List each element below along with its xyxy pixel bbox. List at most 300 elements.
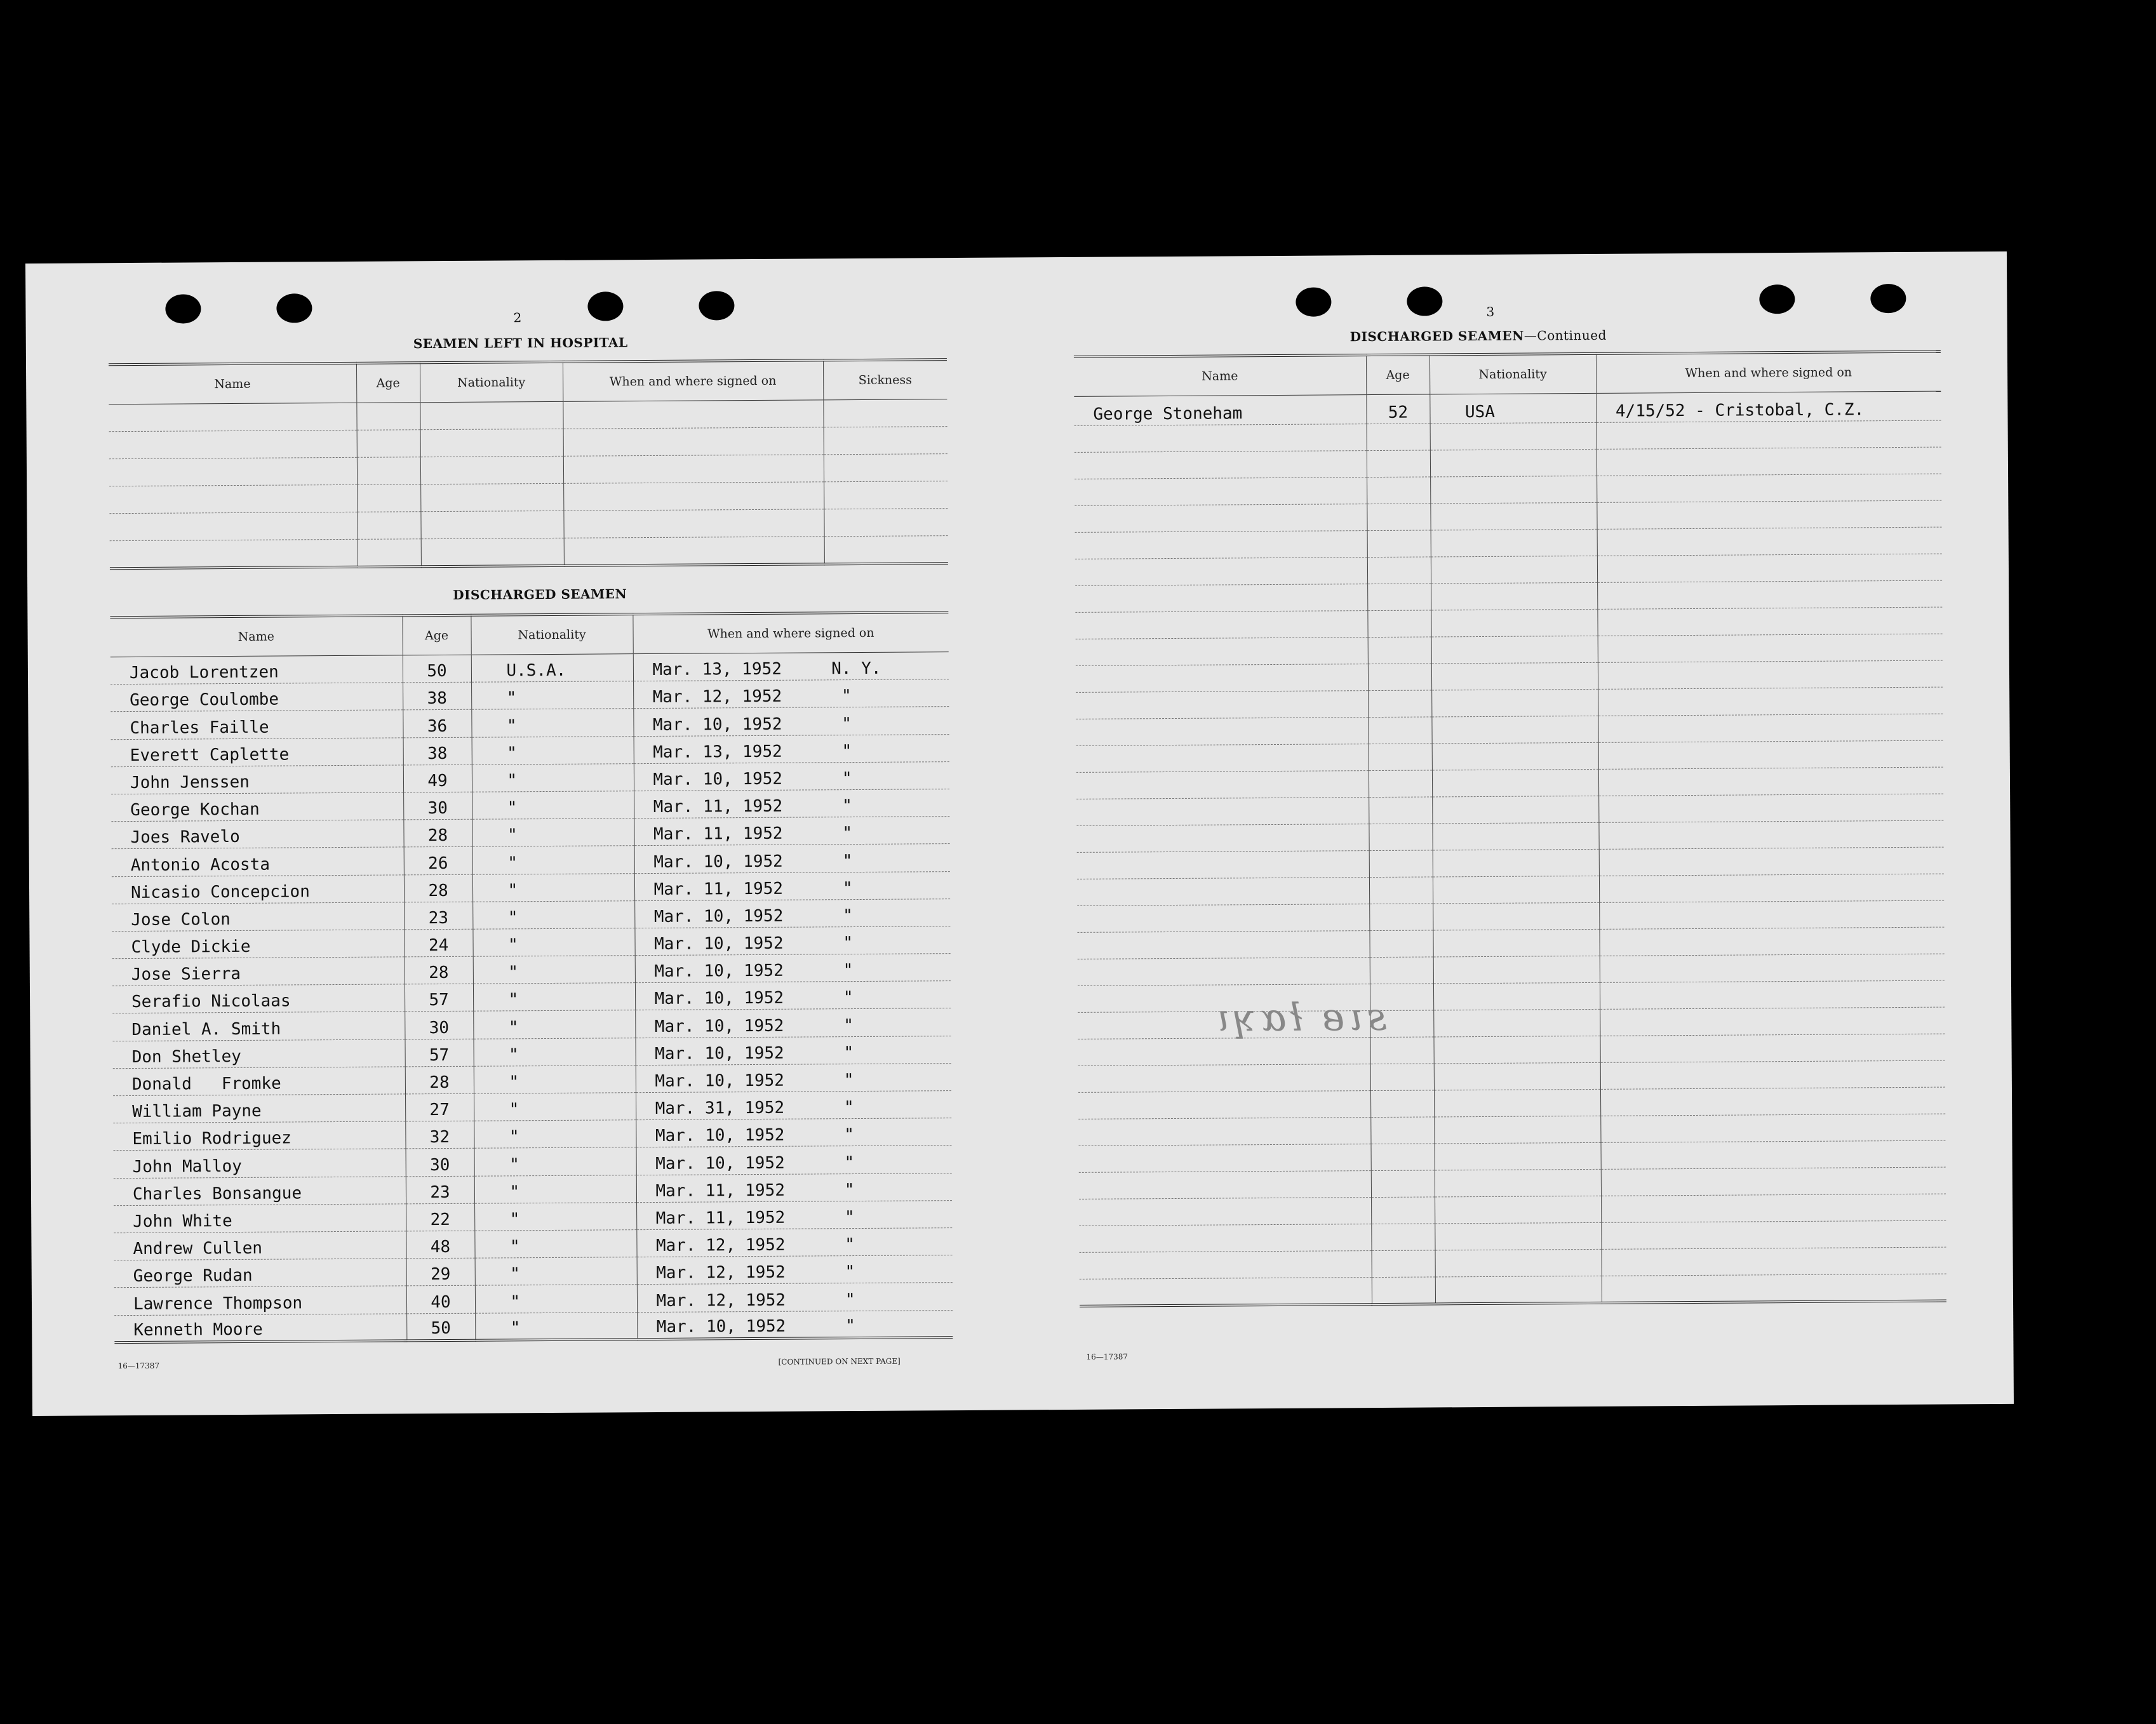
blank-cell [1368,637,1431,664]
blank-cell [1597,447,1941,476]
seaman-name: John White [114,1204,406,1233]
table-row [114,1200,952,1233]
seaman-name: Serafio Nicolaas [112,984,405,1013]
table-row [112,926,950,958]
blank-cell [109,403,356,431]
seaman-name: George Coulombe [110,683,403,712]
blank-cell [109,430,357,458]
blank-cell [1367,557,1431,584]
ledger-sheet [25,251,2014,1416]
seaman-age: 28 [405,956,473,984]
blank-cell [1432,796,1598,824]
blank-cell [1076,771,1369,799]
seaman-age: 40 [406,1286,475,1314]
blank-cell [1600,1087,1945,1116]
blank-cell [1598,660,1943,689]
seaman-age: 24 [404,929,472,957]
blank-cell [1367,477,1430,504]
blank-cell [1370,957,1433,984]
seaman-signed-on: Mar. 13, 1952 N. Y. [633,652,949,681]
seaman-signed-on: Mar. 10, 1952 " [636,1118,951,1147]
blank-cell [1602,1274,1946,1302]
column-header-age: Age [356,363,420,403]
seaman-signed-on: Mar. 11, 1952 " [634,817,949,846]
blank-cell [1598,794,1943,822]
blank-cell [1430,502,1597,530]
blank-cell [1598,634,1943,662]
seaman-name: Everett Caplette [111,737,403,766]
table-row [114,1146,952,1178]
seaman-signed-on: Mar. 10, 1952 " [635,981,951,1010]
blank-cell [1371,1170,1435,1198]
seaman-nationality: " [475,1285,637,1313]
seaman-signed-on: Mar. 10, 1952 " [633,707,949,736]
discharged-continued-table [1074,351,1946,1307]
table-row [111,761,949,794]
seaman-signed-on: Mar. 10, 1952 " [634,761,949,791]
table-row [114,1173,952,1205]
table-row [114,1283,953,1315]
table-row [113,1063,951,1095]
seaman-signed-on: Mar. 11, 1952 " [634,871,950,900]
table-row [111,789,949,822]
seaman-name: Joes Ravelo [111,820,403,849]
seaman-name: Antonio Acosta [112,847,404,876]
blank-cell [824,427,947,455]
seaman-nationality: " [474,1230,636,1259]
blank-cell [1369,824,1432,851]
seaman-age: 30 [406,1149,474,1177]
blank-cell [563,455,824,484]
seaman-name: John Malloy [114,1149,406,1178]
blank-cell [1597,474,1941,502]
seaman-name: Kenneth Moore [114,1313,406,1342]
seaman-name: John Jenssen [111,765,403,794]
seaman-signed-on: 4/15/52 - Cristobal, C.Z. [1596,391,1941,422]
blank-cell [1433,876,1599,904]
seaman-name: Jose Colon [112,902,404,932]
seaman-age: 26 [404,847,472,875]
blank-cell [1433,982,1600,1010]
blank-cell [1370,1064,1434,1091]
column-header-age: Age [1366,354,1430,394]
seaman-age: 50 [406,1313,475,1341]
seaman-nationality: " [474,1175,636,1203]
seaman-name: George Kochan [111,792,403,822]
discharged-section-title: DISCHARGED SEAMEN [453,586,627,603]
hospital-table [109,358,948,570]
blank-cell [1367,504,1430,531]
seaman-age: 28 [403,819,472,847]
blank-cell [1369,797,1432,824]
table-row [111,817,949,849]
seaman-nationality: " [472,873,634,902]
blank-cell [1431,662,1598,690]
blank-cell [1597,527,1942,556]
blank-cell [1075,478,1367,506]
seaman-age: 23 [404,902,472,930]
blank-cell [1372,1277,1435,1304]
seaman-age: 57 [405,984,473,1012]
blank-cell [1433,1036,1600,1064]
seaman-nationality: " [472,846,634,874]
seaman-name: George Stoneham [1074,395,1366,426]
blank-cell [1370,1090,1434,1118]
blank-cell [563,482,824,511]
discharged-table [110,611,953,1344]
table-row [114,1228,952,1260]
column-header-signed-on: When and where signed on [633,612,948,654]
blank-cell [1597,580,1942,609]
blank-cell [1601,1167,1946,1196]
blank-cell [1078,958,1370,986]
blank-cell [1431,529,1597,557]
blank-cell [1075,531,1367,559]
blank-cell [1078,1118,1370,1146]
seaman-age: 57 [405,1039,473,1067]
blank-cell [420,456,563,484]
seaman-nationality: " [471,681,633,710]
blank-cell [1435,1196,1601,1224]
column-header-name: Name [109,363,356,404]
blank-cell [1079,1198,1371,1226]
column-header-age: Age [402,615,471,655]
seaman-signed-on: Mar. 11, 1952 " [636,1200,952,1229]
seaman-signed-on: Mar. 10, 1952 " [635,1008,951,1038]
blank-cell [1076,718,1368,746]
blank-cell [1431,689,1598,717]
seaman-nationality: USA [1430,393,1596,424]
blank-cell [1076,638,1368,666]
seaman-age: 52 [1366,394,1430,424]
blank-cell [1078,1091,1370,1119]
table-row [111,734,949,766]
blank-cell [823,399,947,427]
blank-cell [1367,424,1430,451]
seaman-nationality: " [474,1120,636,1149]
blank-cell [357,512,420,540]
blank-cell [1372,1250,1435,1278]
binder-hole [165,294,201,323]
seaman-signed-on: Mar. 12, 1952 " [637,1255,953,1285]
seaman-age: 38 [403,682,471,710]
blank-cell [1430,449,1597,477]
blank-cell [1431,716,1598,744]
seaman-age: 28 [405,1066,474,1094]
seaman-nationality: " [473,983,635,1012]
blank-cell [563,509,824,538]
table-row [110,679,949,712]
seaman-signed-on: Mar. 12, 1952 " [636,1228,952,1257]
blank-cell [1598,740,1943,769]
blank-cell [420,483,563,511]
table-row [1074,391,1941,425]
blank-cell [1369,770,1432,798]
blank-cell [1075,451,1367,479]
blank-cell [1601,1194,1946,1222]
table-row [112,899,950,931]
seaman-nationality: " [475,1312,637,1340]
seaman-age: 30 [403,792,472,820]
blank-cell [1597,607,1942,636]
seaman-age: 32 [405,1121,474,1149]
blank-cell [110,539,358,568]
seaman-signed-on: Mar. 31, 1952 " [636,1091,951,1120]
seaman-signed-on: Mar. 10, 1952 " [635,954,951,983]
blank-cell [1431,556,1597,584]
blank-cell [1075,558,1367,586]
blank-cell [109,457,357,486]
blank-cell [1367,450,1430,478]
seaman-name: Jose Sierra [112,957,405,986]
blank-cell [1369,877,1433,904]
seaman-nationality: " [475,1257,637,1286]
seaman-signed-on: Mar. 10, 1952 " [634,899,950,928]
blank-cell [1599,927,1944,956]
blank-cell [356,403,420,431]
column-header-sickness: Sickness [823,359,947,400]
blank-cell [1435,1142,1601,1170]
blank-cell [1367,584,1431,611]
blank-cell [1431,636,1598,664]
blank-cell [1599,847,1944,876]
blank-cell [1432,742,1598,770]
blank-cell [563,400,823,429]
seaman-age: 22 [406,1203,474,1231]
seaman-signed-on: Mar. 10, 1952 " [637,1310,953,1339]
blank-cell [1433,956,1600,984]
seaman-age: 23 [406,1176,474,1204]
blank-cell [1075,504,1367,533]
blank-cell [1598,820,1943,849]
blank-cell [1369,744,1432,771]
seaman-name: Jacob Lorentzen [110,655,403,685]
binder-hole [1759,284,1795,314]
binder-hole [1870,284,1906,313]
blank-cell [1600,1114,1945,1142]
faded-handwriting-mark: ѕιв łɑʞɩ [1211,994,1387,1041]
blank-cell [1433,902,1599,930]
binder-hole [587,291,623,321]
blank-cell [1430,422,1597,450]
blank-cell [1076,798,1369,826]
seaman-age: 28 [404,874,472,902]
blank-cell [1368,664,1431,691]
seaman-signed-on: Mar. 12, 1952 " [633,679,949,709]
seaman-name: Donald Fromke [113,1067,405,1096]
blank-cell [1433,849,1599,877]
seaman-name: Andrew Cullen [114,1231,406,1260]
blank-cell [1431,609,1597,637]
form-number-right: 16—17387 [1086,1352,1128,1361]
seaman-nationality: " [472,763,634,792]
blank-cell [1075,611,1367,639]
discharged-continued-title-suffix: —Continued [1523,327,1607,344]
blank-row [110,536,948,568]
blank-cell [1433,929,1599,957]
blank-cell [1079,1171,1371,1199]
blank-cell [1370,1037,1433,1064]
seaman-name: George Rudan [114,1259,406,1288]
blank-cell [1435,1276,1602,1304]
seaman-name: Nicasio Concepcion [112,874,404,904]
table-row [110,707,949,739]
blank-cell [1079,1144,1371,1173]
seaman-signed-on: Mar. 10, 1952 " [634,926,950,955]
blank-cell [1597,420,1941,449]
blank-cell [1077,931,1369,959]
blank-cell [1371,1224,1435,1251]
blank-cell [1434,1116,1600,1144]
seaman-name: Clyde Dickie [112,930,404,959]
blank-row [1080,1274,1946,1306]
column-header-signed-on: When and where signed on [563,360,823,401]
seaman-nationality: " [472,928,634,957]
seaman-name: William Payne [113,1094,405,1123]
table-row [112,1008,951,1041]
discharged-continued-title [1350,328,1607,344]
table-row [110,652,949,685]
blank-cell [1076,691,1368,719]
blank-cell [358,539,421,567]
seaman-nationality: " [472,900,634,929]
hospital-section-title: SEAMEN LEFT IN HOSPITAL [413,335,628,352]
blank-cell [1433,1009,1600,1037]
seaman-age: 48 [406,1231,474,1259]
blank-cell [1078,1038,1370,1066]
blank-cell [109,484,357,513]
blank-cell [420,511,563,538]
blank-cell [1600,1060,1945,1089]
column-header-name: Name [1074,355,1366,396]
seaman-name: Emilio Rodriguez [113,1121,405,1151]
blank-cell [1077,904,1369,933]
blank-cell [1080,1278,1372,1306]
blank-cell [1078,1064,1370,1093]
form-number-left: 16—17387 [117,1361,160,1371]
table-row [112,871,950,904]
seaman-age: 29 [406,1258,475,1286]
blank-cell [1600,954,1945,982]
seaman-signed-on: Mar. 10, 1952 " [634,844,950,873]
seaman-nationality: " [474,1147,636,1176]
blank-cell [1371,1144,1435,1171]
blank-cell [1599,874,1944,902]
seaman-name: Charles Faille [110,710,403,739]
table-row [113,1118,951,1151]
blank-cell [564,537,824,566]
blank-cell [1430,476,1597,504]
blank-cell [1435,1222,1601,1250]
seaman-age: 36 [403,710,471,738]
blank-cell [1076,824,1369,853]
blank-cell [1368,717,1431,744]
seaman-name: Lawrence Thompson [114,1286,406,1315]
binder-hole [276,293,312,323]
table-row [114,1310,953,1342]
seaman-name: Don Shetley [112,1039,405,1068]
blank-cell [1432,822,1598,850]
table-row [112,1036,951,1068]
blank-cell [357,430,420,458]
seaman-name: Daniel A. Smith [112,1012,405,1041]
table-row [112,844,950,876]
seaman-name: Charles Bonsangue [114,1176,406,1205]
seaman-nationality: " [473,1038,635,1066]
blank-cell [1601,1220,1946,1249]
seaman-nationality: " [471,709,633,737]
seaman-age: 38 [403,737,472,765]
blank-cell [1076,664,1368,693]
blank-cell [1371,1197,1435,1224]
table-row [112,981,951,1013]
blank-cell [1075,424,1367,453]
column-header-nationality: Nationality [420,362,563,403]
seaman-signed-on: Mar. 11, 1952 " [636,1173,952,1202]
blank-cell [1369,850,1433,878]
seaman-nationality: " [472,736,634,765]
blank-cell [1597,554,1942,582]
blank-cell [1369,904,1433,931]
blank-cell [824,454,947,482]
blank-cell [1077,878,1369,906]
seaman-signed-on: Mar. 10, 1952 " [635,1036,951,1065]
blank-cell [1598,767,1943,796]
blank-cell [1367,530,1431,558]
seaman-nationality: U.S.A. [471,654,633,683]
blank-cell [824,481,947,509]
blank-cell [1435,1169,1601,1197]
seaman-signed-on: Mar. 11, 1952 " [634,789,949,819]
blank-cell [1369,930,1433,958]
blank-cell [420,429,563,457]
blank-cell [1435,1249,1602,1277]
blank-cell [1075,584,1367,613]
blank-cell [1602,1247,1946,1276]
binder-hole [1407,286,1442,316]
binder-hole [699,291,734,320]
seaman-nationality: " [474,1093,636,1121]
table-row [114,1255,953,1288]
binder-hole [1296,287,1331,316]
table-row [113,1091,951,1123]
seaman-nationality: " [472,819,634,847]
blank-cell [1434,1089,1600,1117]
blank-cell [1598,714,1943,742]
blank-cell [1080,1251,1372,1280]
blank-cell [1600,1007,1945,1036]
blank-cell [1431,582,1597,610]
blank-cell [420,401,563,429]
page-number-right: 3 [1486,304,1495,319]
seaman-nationality: " [473,1010,635,1039]
seaman-nationality: " [473,956,635,984]
blank-cell [1076,744,1369,773]
blank-cell [1368,690,1431,718]
blank-cell [357,484,420,512]
table-row [112,954,951,986]
seaman-nationality: " [474,1065,636,1093]
blank-cell [1370,1117,1434,1144]
blank-cell [421,538,564,566]
seaman-signed-on: Mar. 12, 1952 " [637,1283,953,1312]
blank-cell [109,512,357,540]
blank-cell [1598,687,1943,716]
discharged-continued-title-main: DISCHARGED SEAMEN [1349,328,1524,345]
blank-cell [1600,980,1945,1009]
blank-cell [1367,610,1431,638]
blank-cell [1079,1224,1371,1253]
